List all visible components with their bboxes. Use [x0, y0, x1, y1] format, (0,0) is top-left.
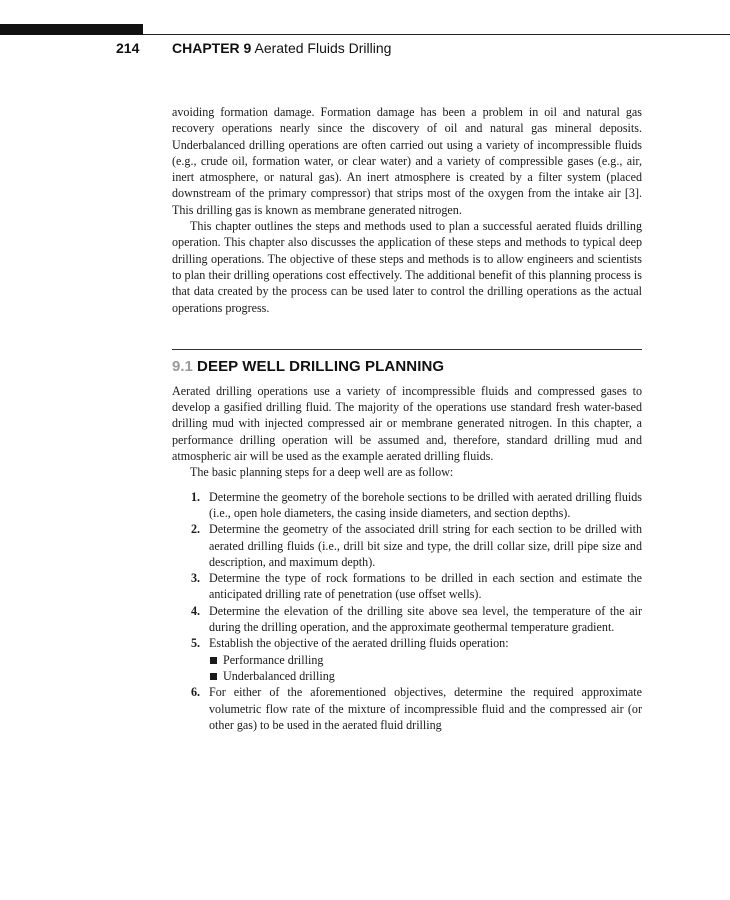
list-item: [172, 489, 642, 522]
step-number: 4.: [191, 603, 201, 618]
section-heading: [172, 357, 642, 377]
chapter-label: CHAPTER 9: [172, 40, 252, 56]
list-item: [172, 603, 642, 636]
step-number: 5.: [191, 636, 201, 651]
chapter-title: Aerated Fluids Drilling: [254, 40, 392, 56]
bullet-item: Underbalanced drilling: [209, 668, 642, 684]
objectives-list: [209, 652, 642, 685]
section-number: 9.1: [172, 357, 193, 375]
step-text: Establish the objective of the aerated drilling fluids operation:: [209, 636, 509, 651]
step-text: For either of the aforementioned objectives, determine the required approximate volumetric flow rate of the mixture of incompressible fluid and the compressed air (or other gas) to be used in the aerated fluid drilling: [209, 685, 642, 732]
list-item: [172, 684, 642, 733]
bullet-item: Performance drilling: [209, 652, 642, 668]
step-text: Determine the geometry of the borehole sections to be drilled with aerated drilling fluids (i.e., open hole diameters, the casing inside diameters, and section depths).: [209, 489, 642, 520]
step-number: 1.: [191, 489, 201, 504]
step-number: 6.: [191, 685, 201, 700]
page-body: [172, 104, 642, 733]
section-paragraph-1: Aerated drilling operations use a variety of incompressible fluids and compressed gases to develop a gasified drilling fluid. The majority of the operations use standard fresh water-based drilling mud with injected compressed air or membrane generated nitrogen. In this chapter, a performance drilling operation will be assumed and, therefore, standard drilling mud and atmospheric air will be used as the example aerated drilling fluids.: [172, 383, 642, 464]
section-paragraph-2: The basic planning steps for a deep well are as follow:: [190, 465, 454, 480]
planning-steps-list: [172, 489, 642, 733]
step-text: Determine the geometry of the associated drill string for each section to be drilled with aerated drilling fluids (i.e., drill bit size and type, the drill collar size, drill pipe size and description, and maximum depth).: [209, 522, 642, 569]
step-number: 3.: [191, 571, 201, 586]
intro-paragraph-1: avoiding formation damage. Formation damage has been a problem in oil and natural gas recovery operations nearly since the discovery of oil and natural gas mineral deposits. Underbalanced drilling operations are often carried out using a variety of incompressible fluids (e.g., crude oil, formation water, or clear water) and a variety of compressible gases (e.g., air, inert atmosphere, or natural gas). An inert atmosphere is created by a filter system (placed downstream of the primary compressor) that strips most of the oxygen from the intake air [3]. This drilling gas is known as membrane generated nitrogen.: [172, 105, 642, 217]
page-number: 214: [116, 40, 140, 56]
running-head: [172, 40, 391, 56]
section-title: DEEP WELL DRILLING PLANNING: [197, 357, 445, 375]
step-text: Determine the type of rock formations to be drilled in each section and estimate the anticipated drilling rate of penetration (use offset wells).: [209, 571, 642, 602]
list-item: [172, 521, 642, 570]
list-item: [172, 635, 642, 684]
step-text: Determine the elevation of the drilling site above sea level, the temperature of the air during the drilling operation, and the approximate geothermal temperature gradient.: [209, 603, 642, 635]
list-item: [172, 570, 642, 603]
step-number: 2.: [191, 522, 201, 537]
section-rule: [172, 349, 642, 350]
header-bar: [0, 24, 143, 35]
intro-paragraph-2: This chapter outlines the steps and methods used to plan a successful aerated fluids drilling operation. This chapter also discusses the application of these steps and methods to typical deep drilling operations. The objective of these steps and methods is to allow engineers and scientists to plan their drilling operations cost effectively. The additional benefit of this planning process is that data created by the process can be used later to control the drilling operations as the actual operations progress.: [172, 219, 642, 315]
header-rule: [143, 34, 730, 35]
